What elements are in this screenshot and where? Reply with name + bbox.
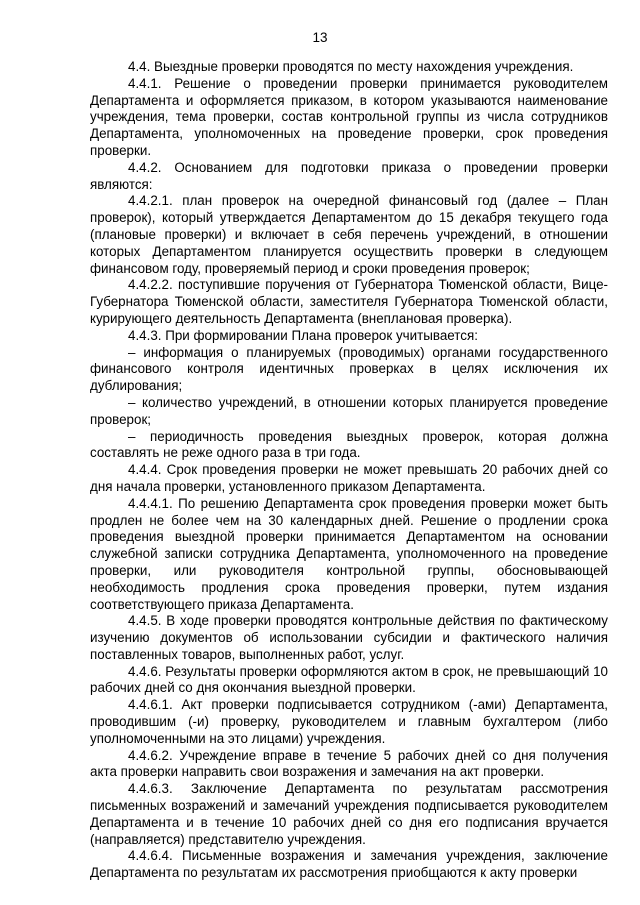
paragraph-4-4-6-4: 4.4.6.4. Письменные возражения и замечания учреждения, заключение Департамента по результатам их рассмотрения приобщаются к акту проверки <box>90 848 608 881</box>
document-body <box>90 59 608 882</box>
paragraph-4-4-6-3: 4.4.6.3. Заключение Департамента по результатам рассмотрения письменных возражений и замечаний учреждения подписывается руководителем Департамента и в течение 10 рабочих дней со дня его подписания вручается (направляется) представителю учреждения. <box>90 781 608 847</box>
paragraph-4-4-4: 4.4.4. Срок проведения проверки не может превышать 20 рабочих дней со дня начала проверки, установленного приказом Департамента. <box>90 462 608 494</box>
paragraph-4-4-2-2: 4.4.2.2. поступившие поручения от Губернатора Тюменской области, Вице-Губернатора Тюменской области, заместителя Губернатора Тюменской области, курирующего деятельность Департамента (внеплановая проверка). <box>90 277 608 326</box>
paragraph-4-4-2-1: 4.4.2.1. план проверок на очередной финансовый год (далее – План проверок), который утверждается Департаментом до 15 декабря текущего года (плановые проверки) и включает в себя перечень учреждений, в отношении которых Департаментом планируется осуществить проверки в следующем финансовом году, проверяемый период и сроки проведения проверок; <box>90 193 608 276</box>
paragraph-4-4-6-1: 4.4.6.1. Акт проверки подписывается сотрудником (-ами) Департамента, проводившим (-и) проверку, руководителем и главным бухгалтером (либо уполномоченными на это лицами) учреждения. <box>90 697 608 746</box>
list-item: – периодичность проведения выездных проверок, которая должна составлять не реже одного раза в три года. <box>90 428 608 461</box>
paragraph-4-4-2: 4.4.2. Основанием для подготовки приказа о проведении проверки являются: <box>90 159 608 192</box>
paragraph-4-4-6-2: 4.4.6.2. Учреждение вправе в течение 5 рабочих дней со дня получения акта проверки направить свои возражения и замечания на акт проверки. <box>90 747 608 780</box>
paragraph-4-4-1: 4.4.1. Решение о проведении проверки принимается руководителем Департамента и оформляется приказом, в котором указываются наименование учреждения, тема проверки, состав контрольной группы из числа сотрудников Департамента, уполномоченных на проведение проверки, срок проведения проверки. <box>90 75 608 158</box>
paragraph-4-4-6: 4.4.6. Результаты проверки оформляются актом в срок, не превышающий 10 рабочих дней со дня окончания выездной проверки. <box>90 663 608 696</box>
paragraph-4-4: 4.4. Выездные проверки проводятся по месту нахождения учреждения. <box>128 59 574 74</box>
list-item: – количество учреждений, в отношении которых планируется проведение проверок; <box>90 394 608 427</box>
paragraph-4-4-5: 4.4.5. В ходе проверки проводятся контрольные действия по фактическому изучению документов об использовании субсидии и фактического наличия поставленных товаров, выполненных работ, услуг. <box>90 613 608 662</box>
paragraph-4-4-4-1: 4.4.4.1. По решению Департамента срок проведения проверки может быть продлен не более чем на 30 календарных дней. Решение о продлении срока проведения выездной проверки принимается Департаментом на основании служебной записки сотрудника Департамента, уполномоченного на проведение проверки, или руководителя контрольной группы, обосновывающей необходимость продления срока проведения проверки, путем издания соответствующего приказа Департамента. <box>90 495 608 612</box>
list-item: – информация о планируемых (проводимых) органами государственного финансового контроля идентичных проверках в целях исключения их дублирования; <box>90 344 608 394</box>
paragraph-4-4-3: 4.4.3. При формировании Плана проверок учитывается: <box>128 327 478 343</box>
page-number: 13 <box>312 30 328 45</box>
